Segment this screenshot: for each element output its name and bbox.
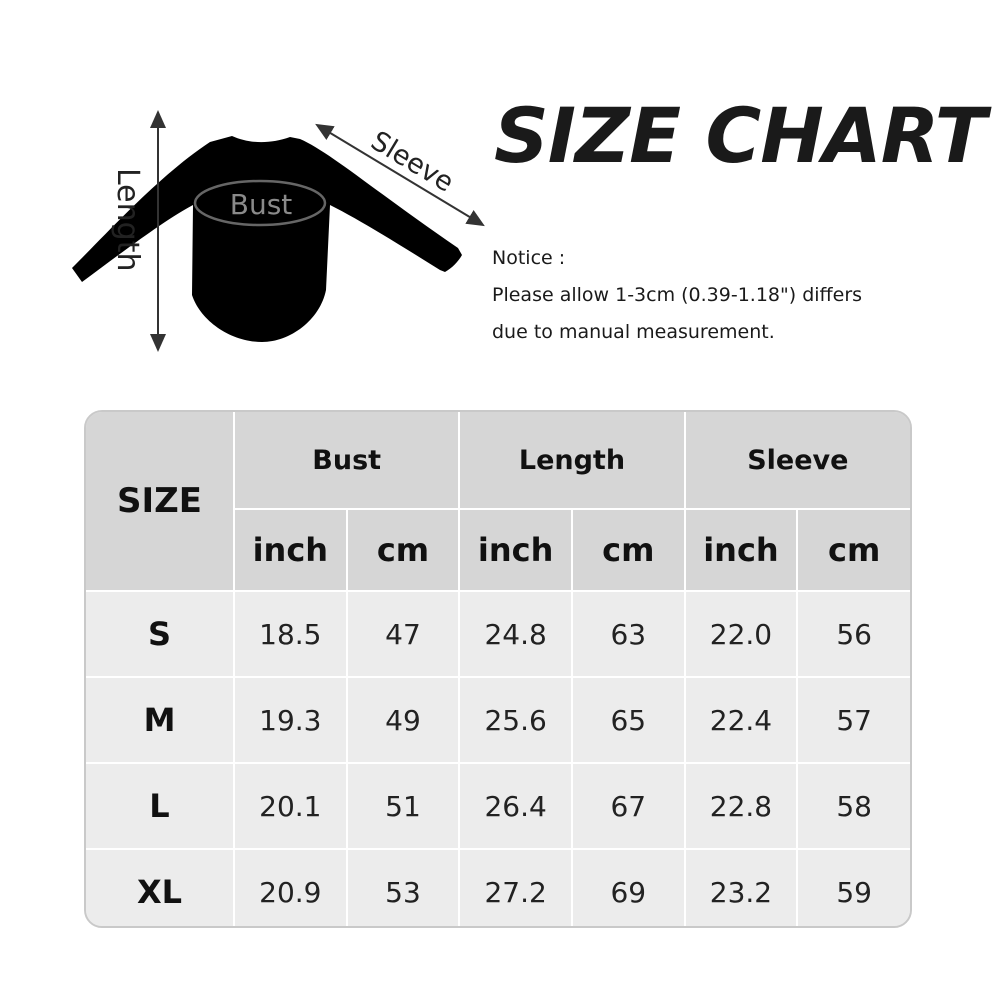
page-title: SIZE CHART <box>494 91 986 180</box>
table-cell: 23.2 <box>685 849 798 928</box>
size-cell: S <box>86 591 234 677</box>
table-row <box>86 849 910 928</box>
unit-header: inch <box>459 509 572 591</box>
table-row <box>86 677 910 763</box>
unit-header: cm <box>347 509 460 591</box>
table-cell: 27.2 <box>459 849 572 928</box>
notice-heading: Notice : <box>492 247 566 269</box>
sleeve-group-header: Sleeve <box>685 412 910 509</box>
table-cell: 22.4 <box>685 677 798 763</box>
table-cell: 20.1 <box>234 763 347 849</box>
table-cell: 24.8 <box>459 591 572 677</box>
table-cell: 47 <box>347 591 460 677</box>
table-cell: 56 <box>797 591 910 677</box>
size-cell: XL <box>86 849 234 928</box>
unit-header: cm <box>797 509 910 591</box>
table-cell: 19.3 <box>234 677 347 763</box>
size-cell: L <box>86 763 234 849</box>
size-table <box>84 410 912 928</box>
table-row <box>86 763 910 849</box>
length-label: Length <box>110 168 145 272</box>
unit-header: cm <box>572 509 685 591</box>
size-cell: M <box>86 677 234 763</box>
table-cell: 26.4 <box>459 763 572 849</box>
notice-line-1: Please allow 1-3cm (0.39-1.18") differs <box>492 284 863 306</box>
table-cell: 69 <box>572 849 685 928</box>
table-cell: 22.0 <box>685 591 798 677</box>
table-cell: 57 <box>797 677 910 763</box>
table-cell: 65 <box>572 677 685 763</box>
sleeve-label: Sleeve <box>365 125 459 199</box>
table-cell: 58 <box>797 763 910 849</box>
table-cell: 22.8 <box>685 763 798 849</box>
size-column-header: SIZE <box>86 412 234 591</box>
table-cell: 49 <box>347 677 460 763</box>
length-group-header: Length <box>459 412 684 509</box>
table-cell: 59 <box>797 849 910 928</box>
table-row <box>86 591 910 677</box>
table-cell: 20.9 <box>234 849 347 928</box>
unit-header: inch <box>685 509 798 591</box>
table-cell: 51 <box>347 763 460 849</box>
unit-header: inch <box>234 509 347 591</box>
table-cell: 67 <box>572 763 685 849</box>
bust-label: Bust <box>229 188 293 221</box>
table-cell: 18.5 <box>234 591 347 677</box>
notice-line-2: due to manual measurement. <box>492 321 775 343</box>
table-cell: 53 <box>347 849 460 928</box>
table-cell: 63 <box>572 591 685 677</box>
table-cell: 25.6 <box>459 677 572 763</box>
bust-group-header: Bust <box>234 412 459 509</box>
notice-block <box>492 240 952 351</box>
garment-diagram <box>0 0 500 380</box>
